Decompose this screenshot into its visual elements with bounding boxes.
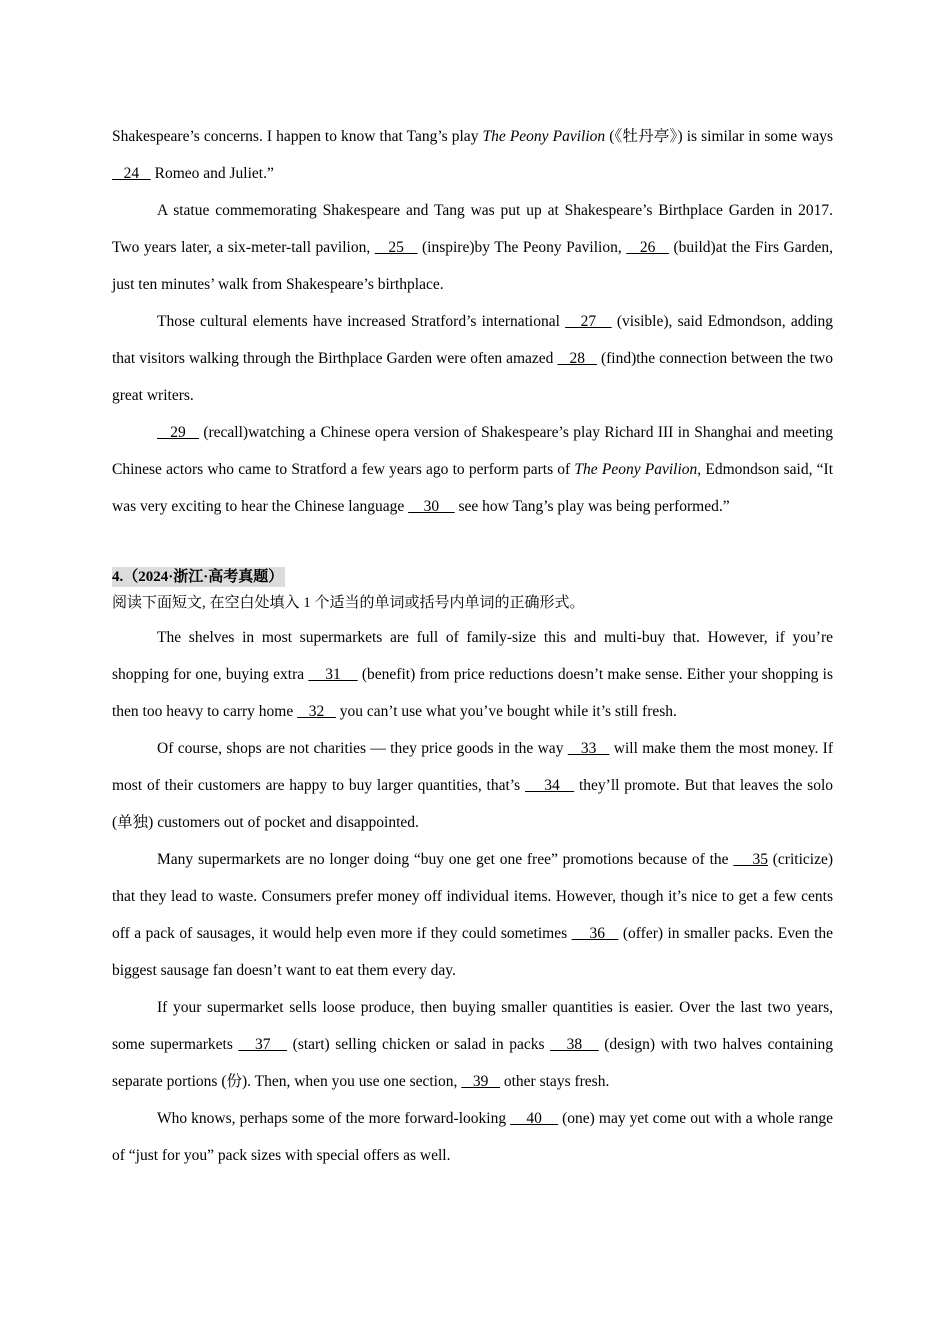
blank-35[interactable]: 35 <box>733 851 768 868</box>
passage-b-paragraph-1: The shelves in most supermarkets are full of family-size this and multi-buy that. However, if you’re shopping for one, buying extra 31 (benefit) from price reductions doesn’t make sense. Either your shopping is then too heavy to carry home 32 you can’t use what you’ve bought while it’s still fresh. <box>112 629 834 720</box>
blank-26[interactable]: 26 <box>626 239 669 256</box>
blank-36[interactable]: 36 <box>571 925 619 942</box>
passage-a-paragraph-4: 29 (recall)watching a Chinese opera version of Shakespeare’s play Richard III in Shanghai and meeting Chinese actors who came to Stratford a few years ago to perform parts of The Peony Pavilion, Edmondson said, “It was very exciting to hear the Chinese language 30 see how Tang’s play was being performed.” <box>112 424 834 515</box>
section-spacer <box>112 525 833 567</box>
blank-30[interactable]: 30 <box>408 498 455 515</box>
passage-b-paragraph-2: Of course, shops are not charities — they price goods in the way 33 will make them the most money. If most of their customers are happy to buy larger quantities, that’s 34 they’ll promote. But that leaves the solo (单独) customers out of pocket and disappointed. <box>112 740 834 831</box>
passage-b-paragraph-3: Many supermarkets are no longer doing “buy one get one free” promotions because of the 35 (criticize) that they lead to waste. Consumers prefer money off individual items. However, though it’s nice to get a few cents off a pack of sausages, it would help even more if they could sometimes 36 (offer) in smaller packs. Even the biggest sausage fan doesn’t want to eat them every day. <box>112 851 833 979</box>
blank-39[interactable]: 39 <box>461 1073 500 1090</box>
blank-38[interactable]: 38 <box>550 1036 599 1053</box>
blank-32[interactable]: 32 <box>297 703 336 720</box>
play-title: The Peony Pavilion <box>574 461 698 478</box>
question-instruction: 阅读下面短文, 在空白处填入 1 个适当的单词或括号内单词的正确形式。 <box>112 595 585 611</box>
document-page <box>112 118 833 1174</box>
passage-a-paragraph-1: Shakespeare’s concerns. I happen to know that Tang’s play The Peony Pavilion (《牡丹亭》) is similar in some ways 24 Romeo and Juliet.” <box>112 128 833 182</box>
blank-33[interactable]: 33 <box>567 740 610 757</box>
blank-29[interactable]: 29 <box>157 424 199 441</box>
passage-b-paragraph-4: If your supermarket sells loose produce, then buying smaller quantities is easier. Over the last two years, some supermarkets 37 (start) selling chicken or salad in packs 38 (design) with two halves containing separate portions (份). Then, when you use one section, 39 other stays fresh. <box>112 999 834 1090</box>
blank-40[interactable]: 40 <box>510 1110 559 1127</box>
blank-25[interactable]: 25 <box>374 239 418 256</box>
passage-b-paragraph-5: Who knows, perhaps some of the more forward-looking 40 (one) may yet come out with a whole range of “just for you” pack sizes with special offers as well. <box>112 1110 834 1164</box>
blank-28[interactable]: 28 <box>557 350 597 367</box>
blank-37[interactable]: 37 <box>238 1036 288 1053</box>
blank-31[interactable]: 31 <box>308 666 358 683</box>
passage-a-paragraph-2: A statue commemorating Shakespeare and Tang was put up at Shakespeare’s Birthplace Garden in 2017. Two years later, a six-meter-tall pavilion, 25 (inspire)by The Peony Pavilion, 26 (build)at the Firs Garden, just ten minutes’ walk from Shakespeare’s birthplace. <box>112 202 834 293</box>
blank-27[interactable]: 27 <box>565 313 612 330</box>
blank-34[interactable]: 34 <box>524 777 575 794</box>
question-heading: 4.（2024·浙江·高考真题） <box>112 569 284 585</box>
play-title: The Peony Pavilion <box>482 128 606 145</box>
blank-24[interactable]: 24 <box>112 165 151 182</box>
passage-a-paragraph-3: Those cultural elements have increased Stratford’s international 27 (visible), said Edmondson, adding that visitors walking through the Birthplace Garden were often amazed 28 (find)the connection between the two great writers. <box>112 313 834 404</box>
